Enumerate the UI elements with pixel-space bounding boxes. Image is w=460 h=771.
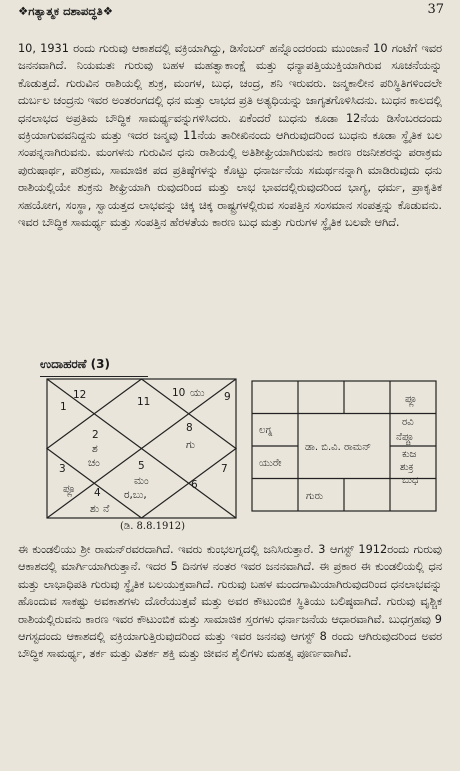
- chart-date-caption: (ಡಿ. 8.8.1912): [120, 521, 185, 532]
- chart-owner-name: ಡಾ. ಬಿ.ವಿ. ರಾಮನ್: [305, 442, 372, 453]
- house-number-1: 1: [60, 401, 67, 413]
- house-number-3: 3: [59, 463, 66, 475]
- cell-kuja: ಕುಜ: [402, 449, 417, 460]
- cell-ravi: ರವಿ: [402, 417, 414, 428]
- house-number-9: 9: [224, 391, 231, 403]
- house-number-12: 12: [73, 389, 87, 401]
- cell-budha: ಬುಧ: [402, 475, 419, 486]
- paragraph-2: ಈ ಕುಂಡಲಿಯು ಶ್ರೀ ರಾಮನ್‌ರವರದಾಗಿದೆ. ಇವರು ಕುಂಭಲಗ್ನದಲ್ಲಿ ಜನಿಸಿರುತ್ತಾರೆ. 3 ಆಗಸ್ಟ್ 1912ರಂದು ಗುರುವು ಆಕಾಶದಲ್ಲಿ ಮಾರ್ಗಿಯಾಗಿರುತ್ತಾನೆ. ಇದರ 5 ದಿನಗಳ ನಂತರ ಇವರ ಜನನವಾಗಿದೆ. ಈ ಪ್ರಕಾರ ಈ ಕುಂಡಲಿಯಲ್ಲಿ ಧನ ಮತ್ತು ಲಾಭಾಧಿಪತಿ ಗುರುವು ಸ್ಥೈತಿಕ ಬಲಯುಕ್ತವಾಗಿದೆ. ಗುರುವು ಬಹಳ ಮಂದಗಾಮಿಯಾಗಿರುವುದರಿಂದ ಧನಲಾಭವನ್ನು ಹೊಂದುವ ಸಾಕಷ್ಟು ಅವಕಾಶಗಳು ದೊರೆಯುತ್ತವೆ ಮತ್ತು ಅವರ ಕೌಟುಂಬಿಕ ಸ್ಥಿತಿಯು ಬಲಿಷ್ಠವಾಗಿದೆ. ಗುರುವು ವೃಶ್ಚಿಕ ರಾಶಿಯಲ್ಲಿರುವನು ಕಾರಣ ಇವರ ಕೌಟುಂಬಿಕ ಮತ್ತು ಸಾಮಾಜಿಕ ಸ್ತರಗಳು ಧರ್ನಾಜನೆಯ ಆಧಾರವಾಗಿವೆ. ಬುಧಗ್ರಹವು 9 ಆಗಸ್ಟದಂದು ಆಕಾಶದಲ್ಲಿ ವಕ್ರಿಯಾಗುತ್ತಿರುವುದರಿಂದ ಮತ್ತು ಇವರ ಜನನವು ಆಗಸ್ಟ್ 8 ರಂದು ಆಗಿರುವುದರಿಂದ ಅವರ ಬೌದ್ಧಿಕ ಸಾಮರ್ಥ್ಯ, ತರ್ಕ ಮತ್ತು ವಿತರ್ಕ ಶಕ್ತಿ ಮತ್ತು ಜೀವನ ಶೈಲಿಗಳು ಮಹತ್ವ ಪೂರ್ಣವಾಗಿವೆ.: [18, 543, 442, 661]
- house-number-11: 11: [137, 396, 151, 408]
- cell-guru: ಗುರು: [306, 491, 324, 502]
- planet-neptune: ನೆ: [103, 503, 110, 515]
- cell-lagna: ಲಗ್ನ: [259, 425, 273, 436]
- planet-moon: ಚಂ: [88, 457, 100, 469]
- house-number-7: 7: [221, 463, 228, 475]
- running-title: ❖ಗತ್ಯಾತ್ಮಕ ದಶಾಪದ್ಧತಿ❖: [18, 4, 114, 18]
- planet-jupiter: ಗು: [186, 439, 196, 451]
- house-number-2: 2: [92, 429, 99, 441]
- planet-uranus: ಯು: [190, 387, 205, 399]
- cell-shukra: ಶುಕ್ರ: [400, 462, 414, 473]
- house-number-6: 6: [191, 479, 198, 491]
- cell-uranus: ಯುರೇ: [259, 458, 282, 469]
- cell-neptune: ನೆಪ್ಚೂ: [396, 432, 414, 443]
- planet-sun-mercury: ರ,ಬು,: [124, 489, 147, 501]
- cell-pluto: ಪ್ಲೂ: [405, 394, 417, 405]
- house-number-4: 4: [94, 487, 101, 499]
- house-number-8: 8: [186, 422, 193, 434]
- planet-mars: ಮಂ: [134, 475, 149, 487]
- planet-saturn: ಶ: [92, 443, 98, 455]
- house-number-10: 10: [172, 387, 186, 399]
- planet-venus: ಶು: [90, 503, 100, 515]
- example-heading: ಉದಾಹರಣೆ (3): [40, 357, 110, 371]
- house-number-5: 5: [138, 460, 145, 472]
- page-number: 37: [427, 2, 444, 17]
- planet-pluto: ಪ್ಲೂ: [63, 483, 76, 495]
- paragraph-1: 10, 1931 ರಂದು ಗುರುವು ಆಕಾಶದಲ್ಲಿ ವಕ್ರಿಯಾಗಿದ್ದು, ಡಿಸೆಂಬರ್ ಹನ್ನೊಂದರಂದು ಮುಂಜಾನೆ 10 ಗಂಟೆಗೆ ಇವರ ಜನನವಾಗಿದೆ. ನಿಯಮತಃ ಗುರುವು ಬಹಳ ಮಹತ್ವಾಕಾಂಕ್ಷೆ ಮತ್ತು ಧನ್ಯಾಪತ್ತಿಯುಕ್ತಿಯಾಗಿರುವ ಸೂಚನೆಯನ್ನು ಕೊಡುತ್ತದೆ. ಗುರುವಿನ ರಾಶಿಯಲ್ಲಿ ಶುಕ್ರ, ಮಂಗಳ, ಬುಧ, ಚಂದ್ರ, ಶನಿ ಇರುವರು. ಜನ್ಮಕಾಲೀನ ಪರಿಸ್ಥಿತಿಗಳಿಂದಲೇ ದುರ್ಬಲ ಚಂದ್ರನು ಇವರ ಅಂತರಂಗದಲ್ಲಿ ಧನ ಮತ್ತು ಲಾಭದ ಪ್ರತಿ ಅತ್ಯಧಿಯನ್ನು ಜಾಗೃತಗೊಳಿಸಿದನು. ಬುಧನ ಕಾಲದಲ್ಲಿ ಧನಲಾಭದ ಅಪ್ರತಿಮ ಬೌದ್ಧಿಕ ಸಾಮರ್ಥ್ಯವನ್ನುಗಳಿಸಿದರು. ಏಕೆಂದರೆ ಬುಧನು ಕೂಡಾ 12ನೆಯ ಡಿಸೆಂಬರದಂದು ವಕ್ರಿಯಾಗುವವನಿದ್ದನು ಮತ್ತು ಇದರ ಜನ್ಮವು 11ನೆಯ ತಾರೀಖಿನಂದು ಆಗಿರುವುದರಿಂದ ಬುಧನು ಕೂಡಾ ಸ್ಥೈತಿಕ ಬಲ ಸಂಪನ್ನನಾಗಿರುವನು. ಮಂಗಳನು ಗುರುವಿನ ಧನು ರಾಶಿಯಲ್ಲಿ ಅತಿಶೀಘ್ರಿಯಾಗಿರುವನು ಕಾರಣ ರಜನೀಶರನ್ನು ಪರಾಕ್ರಮ ಪುರುಷಾರ್ಥ, ಪರಿಶ್ರಮ, ಸಾಮಾಜಿಕ ಪದ ಪ್ರತಿಷ್ಠೆಗಳನ್ನು ಕೊಟ್ಟು ಧನಾರ್ಜನೆಯ ಸಮರ್ಥನನ್ನಾಗಿ ಮಾಡಿರುವುದು ಧನು ರಾಶಿಯಲ್ಲಿಯೇ ಶುಕ್ರನು ಶೀಘ್ರಿಯಾಗಿ ರುವುದರಿಂದ ಮತ್ತು ಲಾಭ ಭಾವದಲ್ಲಿರುವುದರಿಂದ ಭಾಗ್ಯ, ಧರ್ಮ, ಪ್ರಾಕೃತಿಕ ಸಹಯೋಗ, ಸಂಸ್ಥಾ, ಸ್ವಾಯತ್ತದ ಲಾಭವನ್ನು ಚಿಕ್ಕ ಚಿಕ್ಕ ರಾಷ್ಟ್ರಗಳಲ್ಲಿರುವ ಸಂಪತ್ತಿನ ಸಂಸಮಾನ ಸಂಪತ್ತನ್ನು ಕೊಡುವನು. ಇವರ ಬೌದ್ಧಿಕ ಸಾಮರ್ಥ್ಯ ಮತ್ತು ಸಂಪತ್ತಿನ ಹೆರಳತೆಯ ಕಾರಣ ಬುಧ ಮತ್ತು ಗುರುಗಳ ಸ್ಥೈತಿಕ ಬಲವೇ ಆಗಿದೆ.: [18, 42, 442, 230]
